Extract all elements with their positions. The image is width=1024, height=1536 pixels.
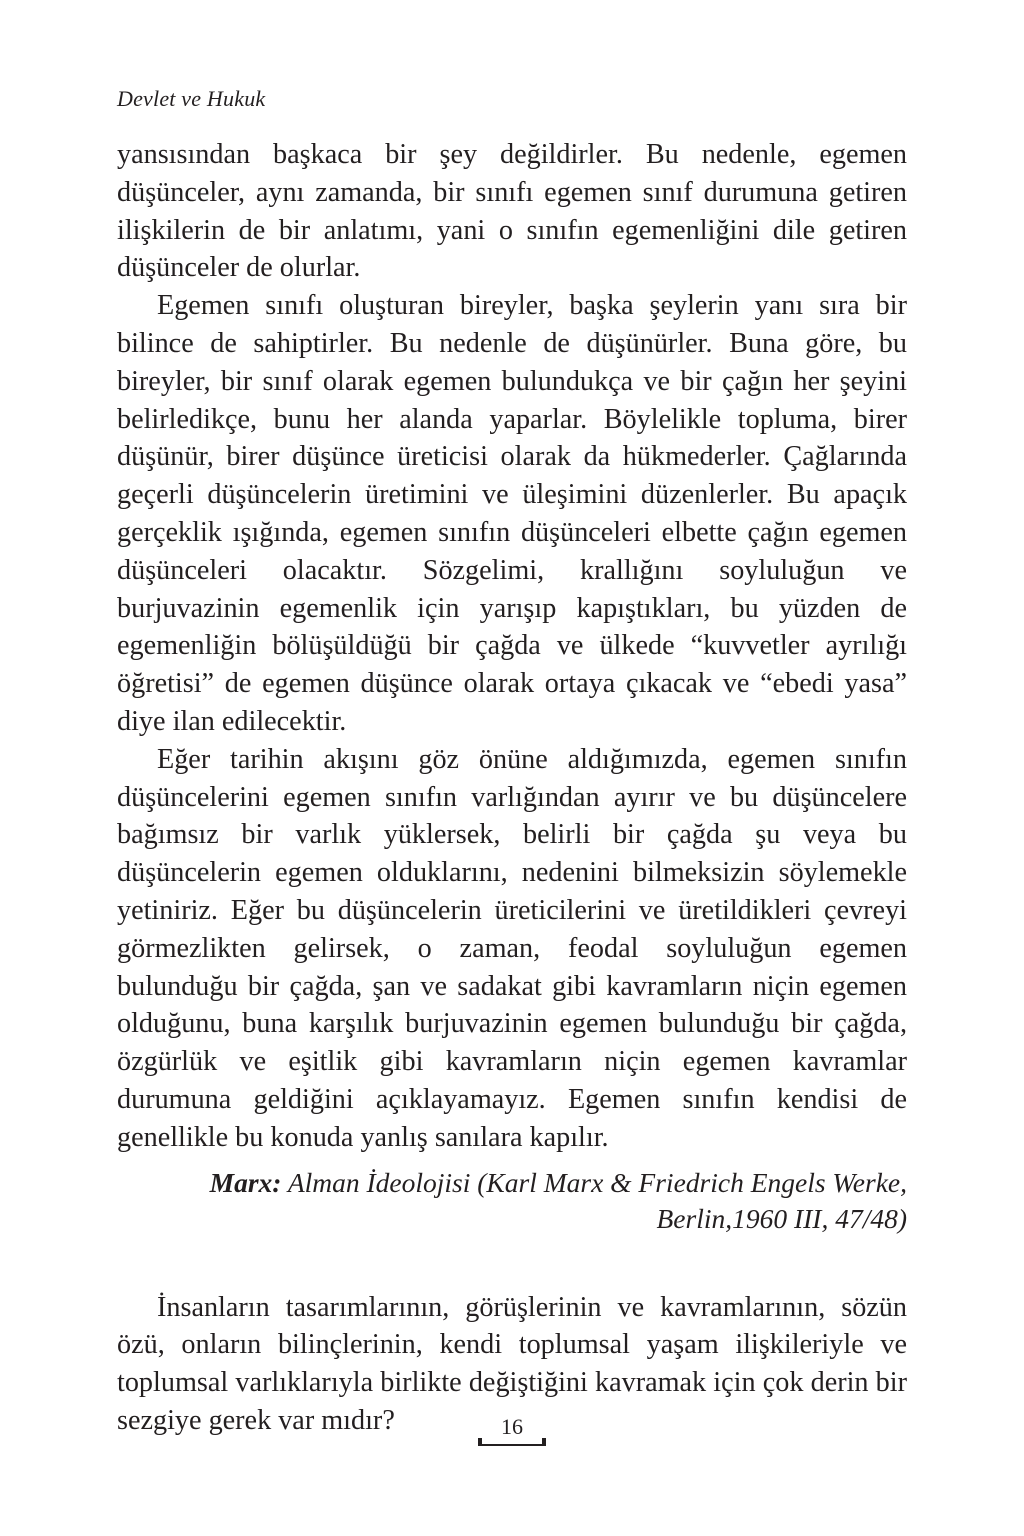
paragraph-1: yansısından başkaca bir şey değildirler. Bu nedenle, egemen düşünceler, aynı zamanda, bir sınıfı egemen sınıf durumuna getiren ilişkilerin de bir anlatımı, yani o sınıfın egemenliğini dile getiren düşünceler de olurlar.: [117, 139, 907, 284]
paragraph-2: Egemen sınıfı oluşturan bireyler, başka şeylerin yanı sıra bir bilince de sahiptirler. Bu nedenle de düşünürler. Buna göre, bu bireyler, bir sınıf olarak egemen bulundukça ve bir çağın her şeyini belirledikçe, bunu her alanda yaparlar. Böylelikle topluma, birer düşünür, birer düşünce üreticisi olarak da hükmederler. Çağlarında geçerli düşüncelerin üretimini ve üleşimini düzenlerler. Bu apaçık gerçeklik ışığında, egemen sınıfın düşünceleri elbette çağın egemen düşünceleri olacaktır. Sözgelimi, krallığını soyluluğun ve burjuvazinin egemenlik için yarışıp kapıştıkları, bu yüzden de egemenliğin bölüşüldüğü bir çağda ve ülkede “kuvvetler ayrılığı öğretisi” de egemen düşünce olarak ortaya çıkacak ve “ebedi yasa” diye ilan edilecektir.: [117, 290, 907, 737]
running-head-title: Devlet ve Hukuk: [117, 86, 266, 111]
citation-line-1: [117, 1165, 907, 1201]
citation-line-2: Berlin,1960 III, 47/48): [656, 1202, 907, 1234]
citation: [117, 1165, 907, 1237]
page-number-bracket: [478, 1438, 546, 1446]
citation-source: Alman İdeolojisi (Karl Marx & Friedrich Engels Werke,: [281, 1166, 907, 1198]
page-body: [117, 136, 907, 1440]
page-number: 16: [501, 1414, 523, 1439]
page-number-block: [478, 1414, 546, 1452]
citation-author: Marx:: [209, 1166, 282, 1198]
paragraph-4: İnsanların tasarımlarının, görüşlerinin ve kavramlarının, sözün özü, onların bilinçlerinin, kendi toplumsal yaşam ilişkileriyle ve toplumsal varlıklarıyla birlikte değiştiğini kavramak için çok derin bir sezgiye gerek var mıdır?: [117, 1291, 907, 1436]
paragraph-3: Eğer tarihin akışını göz önüne aldığımızda, egemen sınıfın düşüncelerini egemen sınıfın varlığından ayırır ve bu düşüncelere bağımsız bir varlık yüklersek, belirli bir çağda şu veya bu düşüncelerin egemen olduklarını, nedenini bilmeksizin söylemekle yetiniriz. Eğer bu düşüncelerin üreticilerini ve üretildikleri çevreyi görmezlikten gelirsek, o zaman, feodal soyluluğun egemen bulunduğu bir çağda, şan ve sadakat gibi kavramların niçin egemen olduğunu, buna karşılık burjuvazinin egemen bulunduğu bir çağda, özgürlük ve eşitlik gibi kavramların niçin egemen kavramlar durumuna geldiğini açıklayamayız. Egemen sınıfın kendisi de genellikle bu konuda yanlış sanılara kapılır.: [117, 743, 907, 1153]
